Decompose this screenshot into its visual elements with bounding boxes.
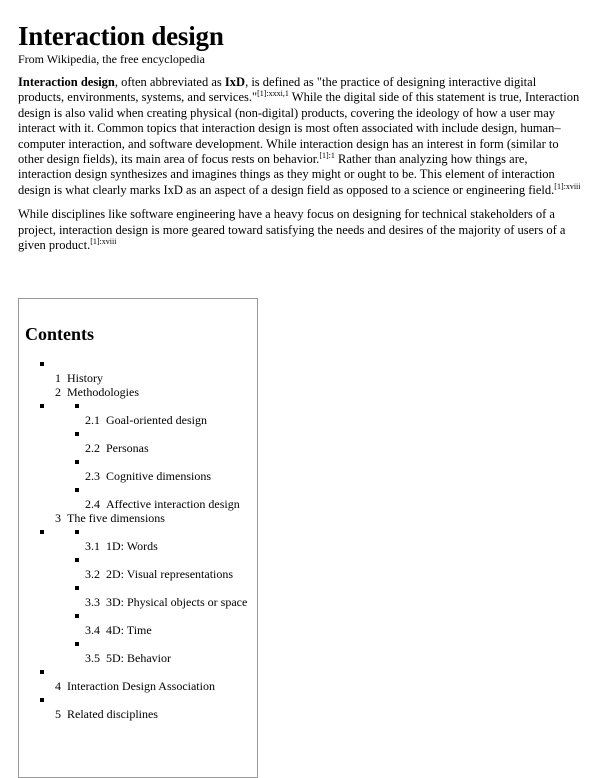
bullet-icon bbox=[75, 530, 79, 534]
intro-paragraph: Interaction design, often abbreviated as IxD, is defined as "the practice of designing interactive digital products, environments, systems, and services."$^{[1]:xxxi,1}$ While the digital side of this statement is true, Interaction design is also valid when creating physical (non-digital) products, covering the ideology of how a user may interact with it. Common topics that interaction design is most often associated with include design, human–computer interaction, and software development. While interaction design has an interest in form (similar to other design fields), its main area of focus rests on behavior.$^{[1]:1}$ Rather than analyzing how things are, interaction design synthesizes and imagines things as they might or ought to be. This element of interaction design is what clearly marks IxD as an aspect of a design field as opposed to a science or engineering field.$^{[1]:xviii}$ bbox=[18, 75, 581, 197]
citation-link[interactable]: [1]:xxxi,1 bbox=[257, 89, 289, 99]
page-subtitle: From Wikipedia, the free encyclopedia bbox=[18, 52, 205, 66]
toc-item-ixda[interactable]: 4 Interaction Design Association bbox=[55, 679, 215, 693]
page-title: Interaction design bbox=[18, 21, 224, 51]
bullet-icon bbox=[75, 586, 79, 590]
toc-item-history[interactable]: 1 History bbox=[55, 371, 103, 385]
toc-item-goal-oriented-design[interactable]: 2.1 Goal-oriented design bbox=[85, 413, 207, 427]
bullet-icon bbox=[75, 460, 79, 464]
bullet-icon bbox=[75, 404, 79, 408]
toc-bullet-row bbox=[25, 609, 257, 623]
toc-item-5d-behavior[interactable]: 3.5 5D: Behavior bbox=[85, 651, 171, 665]
bullet-icon bbox=[40, 404, 44, 408]
toc-bullet-row bbox=[25, 427, 257, 441]
toc-item-personas[interactable]: 2.2 Personas bbox=[85, 441, 149, 455]
bullet-icon bbox=[75, 558, 79, 562]
table-of-contents bbox=[18, 298, 258, 778]
toc-bullet-row bbox=[25, 637, 257, 651]
toc-bullet-row bbox=[25, 581, 257, 595]
toc-bullet-row bbox=[25, 553, 257, 567]
toc-item-cognitive-dimensions[interactable]: 2.3 Cognitive dimensions bbox=[85, 469, 211, 483]
term-interaction-design: Interaction design bbox=[18, 75, 115, 89]
toc-bullet-row bbox=[25, 665, 257, 679]
toc-item-five-dimensions[interactable]: 3 The five dimensions bbox=[55, 511, 165, 525]
citation-link[interactable]: [1]:xviii bbox=[90, 237, 117, 247]
bullet-icon bbox=[75, 432, 79, 436]
toc-bullet-row bbox=[25, 455, 257, 469]
toc-item-2d-visual-representations[interactable]: 3.2 2D: Visual representations bbox=[85, 567, 234, 581]
toc-bullet-row bbox=[25, 399, 257, 413]
toc-item-methodologies[interactable]: 2 Methodologies bbox=[55, 385, 139, 399]
toc-item-4d-time[interactable]: 3.4 4D: Time bbox=[85, 623, 152, 637]
toc-bullet-row bbox=[25, 357, 257, 371]
bullet-icon bbox=[75, 642, 79, 646]
bullet-icon bbox=[40, 362, 44, 366]
bullet-icon bbox=[40, 698, 44, 702]
toc-heading: Contents bbox=[25, 324, 95, 344]
toc-bullet-row bbox=[25, 483, 257, 497]
toc-item-related-disciplines[interactable]: 5 Related disciplines bbox=[55, 707, 158, 721]
citation-link[interactable]: [1]:1 bbox=[319, 151, 335, 161]
toc-bullet-row bbox=[25, 693, 257, 707]
toc-list bbox=[25, 357, 257, 721]
article bbox=[18, 20, 584, 253]
bullet-icon bbox=[75, 614, 79, 618]
second-paragraph: While disciplines like software engineering have a heavy focus on designing for technical stakeholders of a project, interaction design is more geared toward satisfying the needs and desires of the majority of users of a given product.$^{[1]:xviii}$ bbox=[18, 207, 566, 253]
toc-item-3d-physical-objects[interactable]: 3.3 3D: Physical objects or space bbox=[85, 595, 248, 609]
citation-link[interactable]: [1]:xviii bbox=[554, 181, 581, 191]
term-ixd: IxD bbox=[224, 75, 246, 89]
toc-bullet-row bbox=[25, 525, 257, 539]
bullet-icon bbox=[40, 670, 44, 674]
bullet-icon bbox=[75, 488, 79, 492]
toc-item-affective-interaction-design[interactable]: 2.4 Affective interaction design bbox=[85, 497, 240, 511]
bullet-icon bbox=[40, 530, 44, 534]
toc-item-1d-words[interactable]: 3.1 1D: Words bbox=[85, 539, 158, 553]
